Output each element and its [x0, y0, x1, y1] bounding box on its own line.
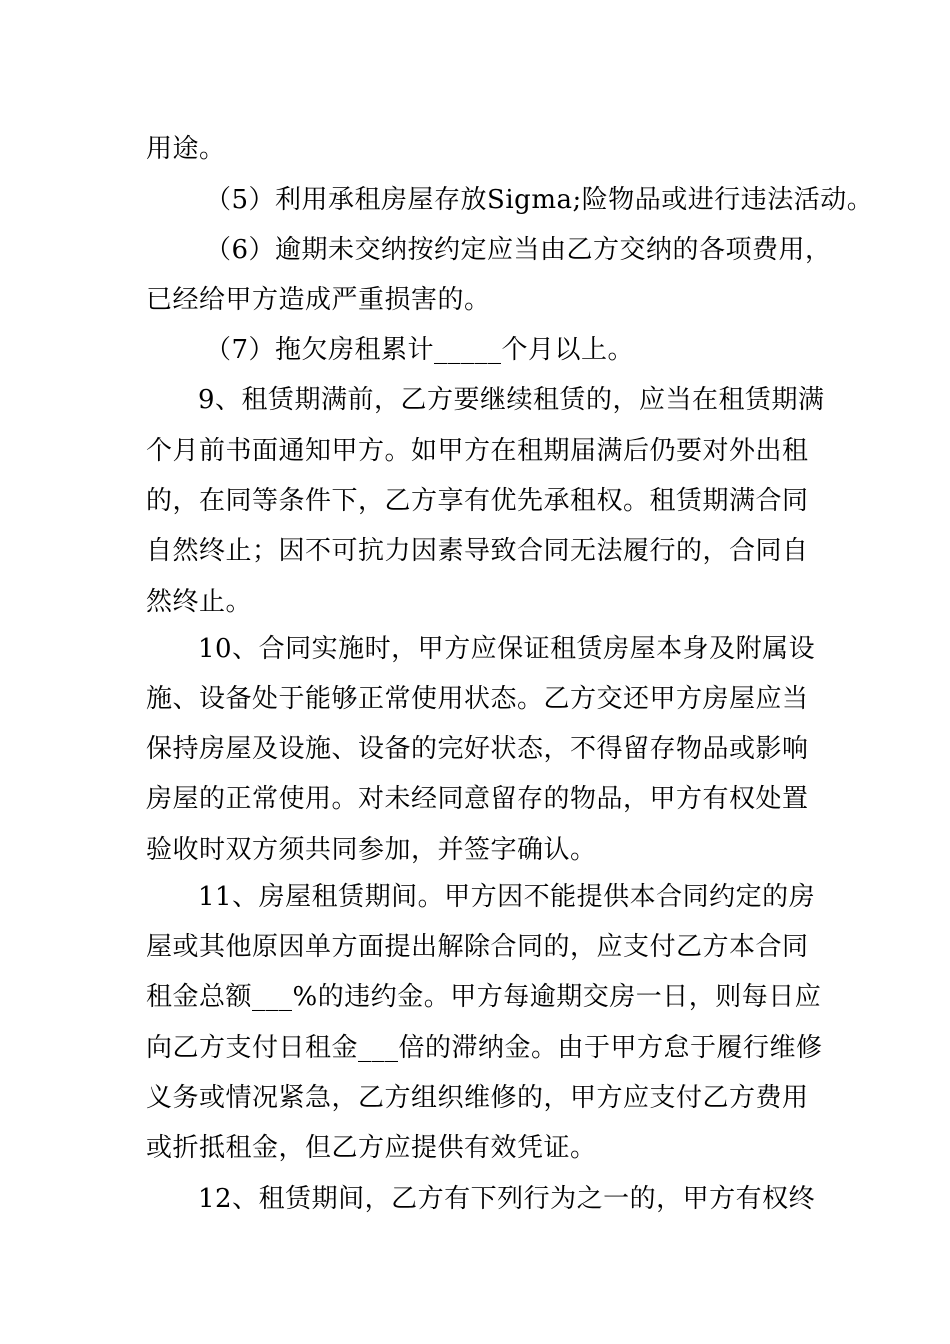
text-line: 施、设备处于能够正常使用状态。乙方交还甲方房屋应当 [146, 684, 809, 714]
text-line: 9、租赁期满前，乙方要继续租赁的，应当在租赁期满 [198, 385, 825, 415]
text-line: 11、房屋租赁期间。甲方因不能提供本合同约定的房 [198, 882, 816, 912]
text-line: 房屋的正常使用。对未经同意留存的物品，甲方有权处置 [146, 784, 809, 814]
text-line: 或折抵租金，但乙方应提供有效凭证。 [146, 1133, 597, 1163]
text-line: 个月前书面通知甲方。如甲方在租期届满后仍要对外出租 [146, 436, 809, 466]
text-line: （7）拖欠房租累计_____个月以上。 [205, 335, 635, 365]
text-line: 自然终止；因不可抗力因素导致合同无法履行的，合同自 [146, 536, 809, 566]
text-line: 保持房屋及设施、设备的完好状态，不得留存物品或影响 [146, 734, 809, 764]
text-line: 义务或情况紧急，乙方组织维修的，甲方应支付乙方费用 [146, 1083, 809, 1113]
text-line: 12、租赁期间，乙方有下列行为之一的，甲方有权终 [198, 1184, 816, 1214]
text-line: 屋或其他原因单方面提出解除合同的，应支付乙方本合同 [146, 932, 809, 962]
text-line: 然终止。 [146, 587, 253, 617]
text-line: 10、合同实施时，甲方应保证租赁房屋本身及附属设 [198, 634, 816, 664]
text-line: 验收时双方须共同参加，并签字确认。 [146, 835, 597, 865]
text-line: 用途。 [146, 134, 226, 164]
text-line: （6）逾期未交纳按约定应当由乙方交纳的各项费用， [205, 235, 832, 265]
text-line: 向乙方支付日租金___倍的滞纳金。由于甲方怠于履行维修 [146, 1033, 823, 1063]
text-line: 已经给甲方造成严重损害的。 [146, 285, 491, 315]
text-line: 租金总额___%的违约金。甲方每逾期交房一日，则每日应 [146, 982, 822, 1012]
text-line: （5）利用承租房屋存放Sigma;险物品或进行违法活动。 [205, 185, 874, 215]
text-line: 的，在同等条件下，乙方享有优先承租权。租赁期满合同 [146, 486, 809, 516]
